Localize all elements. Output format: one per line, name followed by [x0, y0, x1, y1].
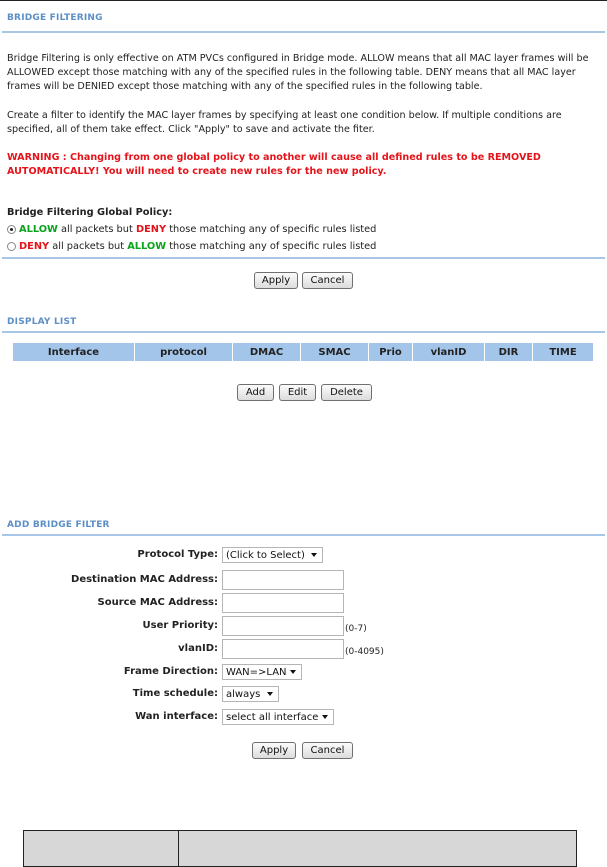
- filter-cancel-button[interactable]: Cancel: [302, 742, 353, 759]
- protocol-type-label: Protocol Type:: [137, 549, 218, 560]
- intro-text: Bridge Filtering is only effective on ATM PVCs configured in Bridge mode. ALLOW means that all MAC layer frames will be ALLOWED except those matching with any of the specified rules in the following table. DENY means that all MAC layer frames will be DENIED except those matching with any of the specified rules in the following table.: [7, 53, 589, 92]
- page-title: BRIDGE FILTERING: [7, 13, 103, 23]
- deny-prefix: DENY: [19, 240, 50, 252]
- src-mac-label: Source MAC Address:: [97, 597, 218, 608]
- column-dir: DIR: [485, 343, 533, 361]
- policy-apply-button[interactable]: Apply: [254, 272, 298, 289]
- policy-deny-option[interactable]: [7, 239, 376, 253]
- add-filter-divider: [2, 534, 605, 536]
- allow-keyword: ALLOW: [19, 223, 58, 235]
- policy-cancel-button[interactable]: Cancel: [302, 272, 353, 289]
- chevron-down-icon: [322, 715, 328, 719]
- policy-label: Bridge Filtering Global Policy:: [7, 207, 173, 218]
- filter-apply-button[interactable]: Apply: [252, 742, 296, 759]
- column-interface: Interface: [13, 343, 135, 361]
- deny-keyword: DENY: [135, 223, 167, 235]
- add-button[interactable]: Add: [237, 384, 274, 401]
- allow-radio[interactable]: [7, 225, 16, 234]
- wan-interface-select[interactable]: [222, 709, 334, 725]
- dest-mac-label: Destination MAC Address:: [71, 574, 218, 585]
- chevron-down-icon: [267, 692, 273, 696]
- column-prio: Prio: [369, 343, 413, 361]
- deny-suffix: those matching any of specific rules listed: [166, 240, 377, 252]
- user-priority-hint: (0-7): [345, 624, 367, 634]
- frame-direction-label: Frame Direction:: [123, 666, 218, 677]
- display-list-divider: [2, 331, 605, 333]
- vlanid-input[interactable]: [222, 639, 344, 659]
- dest-mac-input[interactable]: [222, 570, 344, 590]
- time-schedule-value: always: [226, 688, 261, 700]
- vlanid-hint: (0-4095): [345, 647, 384, 657]
- add-filter-title: ADD BRIDGE FILTER: [7, 520, 110, 530]
- user-priority-input[interactable]: [222, 616, 344, 636]
- policy-allow-option[interactable]: [7, 222, 376, 236]
- chevron-down-icon: [311, 553, 317, 557]
- deny-middle: all packets but: [49, 240, 128, 252]
- chevron-down-icon: [290, 670, 296, 674]
- title-divider: [2, 31, 605, 33]
- column-smac: SMAC: [301, 343, 369, 361]
- bottom-table-divider: [178, 831, 179, 866]
- column-protocol: protocol: [135, 343, 233, 361]
- user-priority-label: User Priority:: [142, 620, 218, 631]
- policy-divider: [2, 257, 605, 259]
- edit-button[interactable]: Edit: [279, 384, 316, 401]
- wan-interface-label: Wan interface:: [135, 711, 218, 722]
- display-list-table-header: [13, 343, 593, 361]
- frame-direction-select[interactable]: [222, 664, 302, 680]
- warning-text: WARNING : Changing from one global policy to another will cause all defined rules to be REMOVED AUTOMATICALLY! You will need to create new rules for the new policy.: [7, 152, 541, 177]
- time-schedule-label: Time schedule:: [132, 688, 218, 699]
- wan-interface-value: select all interface: [226, 711, 319, 723]
- bottom-table: [23, 830, 577, 867]
- frame-direction-value: WAN=>LAN: [226, 666, 287, 678]
- protocol-type-select[interactable]: [222, 547, 323, 563]
- allow-suffix: those matching any of specific rules listed: [166, 223, 377, 235]
- column-time: TIME: [549, 346, 577, 358]
- protocol-type-value: (Click to Select): [226, 549, 305, 561]
- vlanid-label: vlanID:: [178, 643, 218, 654]
- top-border: [0, 0, 607, 1]
- column-dmac: DMAC: [233, 343, 301, 361]
- deny-radio[interactable]: [7, 242, 16, 251]
- allow-middle: all packets but: [57, 223, 136, 235]
- display-list-title: DISPLAY LIST: [7, 317, 77, 327]
- allow-keyword-2: ALLOW: [127, 240, 167, 252]
- src-mac-input[interactable]: [222, 593, 344, 613]
- column-vlanid: vlanID: [413, 343, 485, 361]
- time-schedule-select[interactable]: [222, 686, 279, 702]
- instructions-text: Create a filter to identify the MAC layer frames by specifying at least one condition below. If multiple conditions are specified, all of them take effect. Click "Apply" to save and activate the fiter.: [7, 110, 562, 135]
- delete-button[interactable]: Delete: [321, 384, 372, 401]
